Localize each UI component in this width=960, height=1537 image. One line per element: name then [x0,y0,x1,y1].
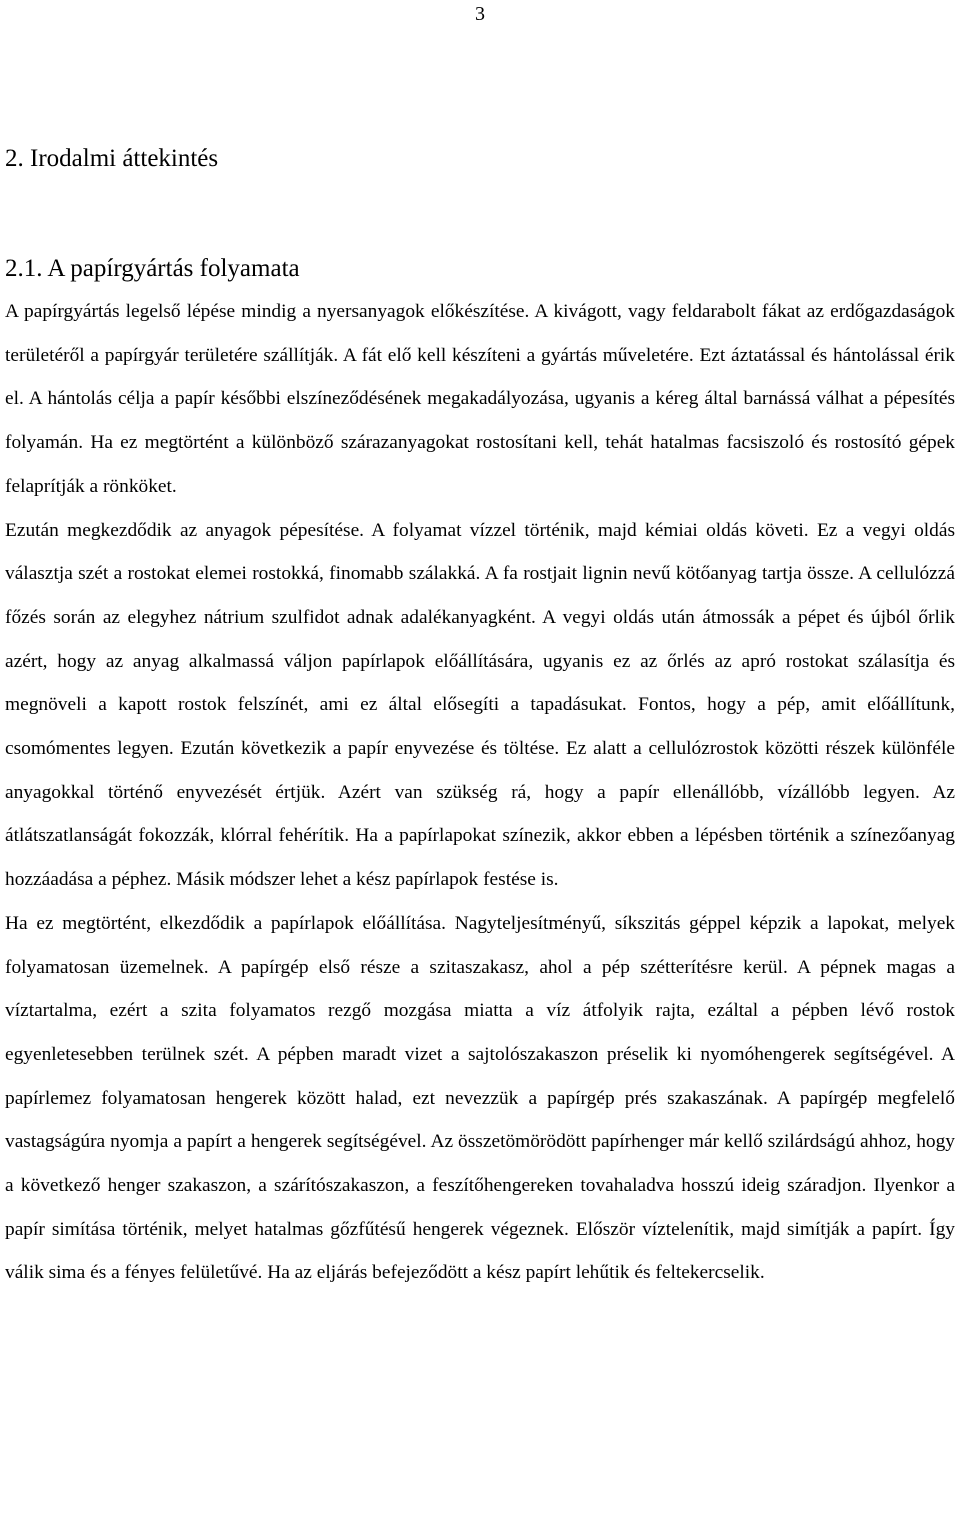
page-number: 3 [475,3,485,25]
paragraph-raw-materials: A papírgyártás legelső lépése mindig a nyersanyagok előkészítése. A kivágott, vagy feldarabolt fákat az erdőgazdaságok területéről a papírgyár területére szállítják. A fát elő kell készíteni a gyártás műveletére. Ezt áztatással és hántolással érik el. A hántolás célja a papír későbbi elszíneződésének megakadályozása, ugyanis a kéreg által barnássá válhat a pépesítés folyamán. Ha ez megtörtént a különböző szárazanyagokat rostosítani kell, tehát hatalmas facsiszoló és rostosító gépek felaprítják a rönköket. [5,301,955,497]
paragraph-sheet-forming: Ha ez megtörtént, elkezdődik a papírlapok előállítása. Nagyteljesítményű, síkszitás géppel képzik a lapokat, melyek folyamatosan üzemelnek. A papírgép első része a szitaszakasz, ahol a pép szétterítésre kerül. A pépnek magas a víztartalma, ezért a szita folyamatos rezgő mozgása miatta a víz átfolyik rajta, ezáltal a pépben lévő rostok egyenletesebben terülnek szét. A pépben maradt vizet a sajtolószakaszon préselik ki nyomóhengerek segítségével. A papírlemez folyamatosan hengerek között halad, ezt nevezzük a papírgép prés szakaszának. A papírgép megfelelő vastagságúra nyomja a papírt a hengerek segítségével. Az összetömörödött papírhenger már kellő szilárdságú ahhoz, hogy a következő henger szakaszon, a szárítószakaszon, a feszítőhengereken tovahaladva hosszú ideig száradjon. Ilyenkor a papír simítása történik, melyet hatalmas gőzfűtésű hengerek végeznek. Először víztelenítik, majd simítják a papírt. Így válik sima és a fényes felületűvé. Ha az eljárás befejeződött a kész papírt lehűtik és feltekercselik. [5,912,955,1284]
chapter-title: 2. Irodalmi áttekintés [5,145,219,172]
body-text [5,290,955,1295]
section-title: 2.1. A papírgyártás folyamata [5,255,300,282]
paragraph-pulping: Ezután megkezdődik az anyagok pépesítése. A folyamat vízzel történik, majd kémiai oldás követi. Ez a vegyi oldás választja szét a rostokat elemei rostokká, finomabb szálakká. A fa rostjait lignin nevű kötőanyag tartja össze. A cellulózzá főzés során az elegyhez nátrium szulfidot adnak adalékanyagként. A vegyi oldás után átmossák a pépet és újból őrlik azért, hogy az anyag alkalmassá váljon papírlapok előállítására, ugyanis ez az őrlés az apró rostokat szálasítja és megnöveli a kapott rostok felszínét, ami ez által elősegíti a tapadásukat. Fontos, hogy a pép, amit előállítunk, csomómentes legyen. Ezután következik a papír enyvezése és töltése. Ez alatt a cellulózrostok közötti részek különféle anyagokkal történő enyvezését értjük. Azért van szükség rá, hogy a papír ellenállóbb, vízállóbb legyen. Az átlátszatlanságát fokozzák, klórral fehérítik. Ha a papírlapokat színezik, akkor ebben a lépésben történik a színezőanyag hozzáadása a péphez. Másik módszer lehet a kész papírlapok festése is. [5,519,955,891]
